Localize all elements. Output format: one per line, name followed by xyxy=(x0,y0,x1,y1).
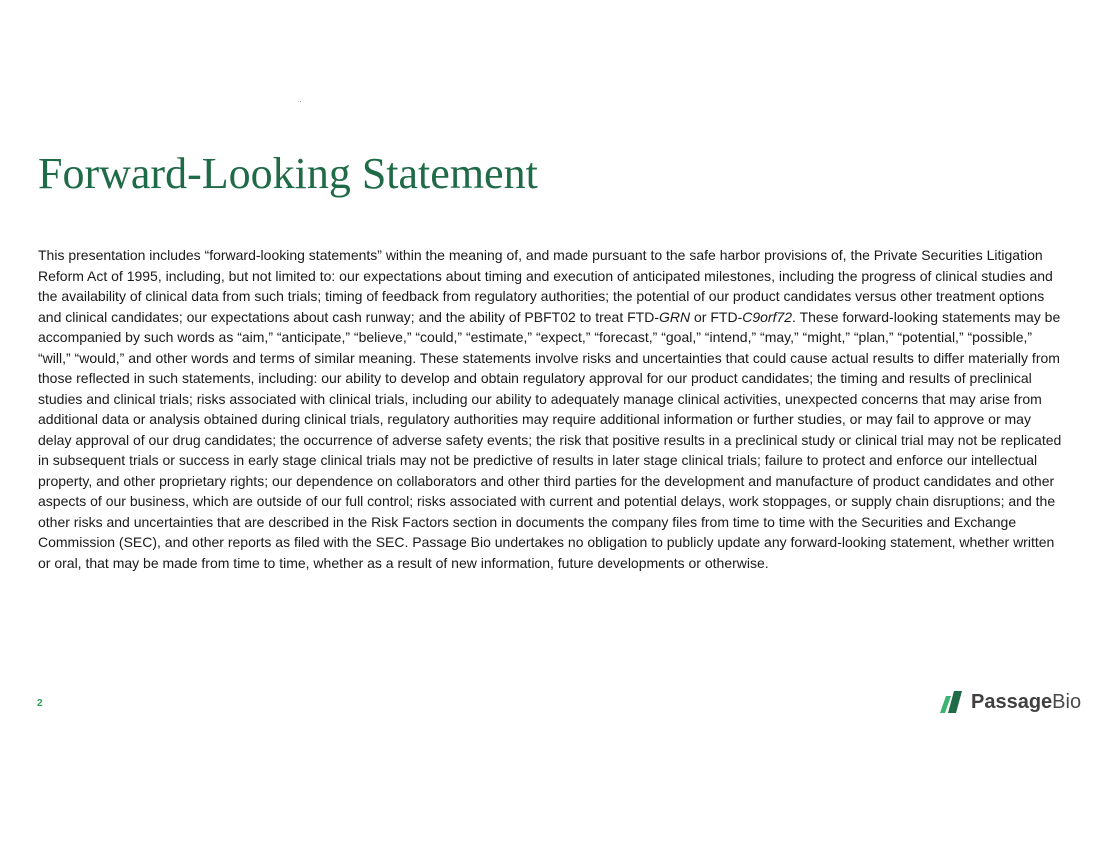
slide-title: Forward-Looking Statement xyxy=(38,149,538,198)
statement-text-part-2: or FTD- xyxy=(690,308,743,325)
passage-bio-logo-icon xyxy=(939,689,965,715)
page-number: 2 xyxy=(37,698,43,709)
statement-text-part-1: This presentation includes “forward-looking statements” within the meaning of, and made pursuant to the safe harbor provisions of, the Private Securities Litigation Reform Act of 1995, including, but not limited to: our expectations about timing and execution of anticipated milestones, including the progress of clinical studies and the availability of clinical data from such trials; timing of feedback from regulatory authorities; the potential of our product candidates versus other treatment options and clinical candidates; our expectations about cash runway; and the ability of PBFT02 to treat FTD- xyxy=(38,247,1053,325)
logo-word-passage: Passage xyxy=(971,691,1053,713)
logo-word-bio: Bio xyxy=(1052,691,1082,713)
statement-italic-gene-c9orf72: C9orf72 xyxy=(742,308,793,325)
passage-bio-logo xyxy=(939,689,1081,715)
statement-italic-gene-grn: GRN xyxy=(659,308,691,325)
logo-wordmark xyxy=(971,689,1081,715)
decorative-dot xyxy=(300,101,301,102)
statement-text-part-3: . These forward-looking statements may be accompanied by such words as “aim,” “anticipate,” “believe,” “could,” “estimate,” “expect,” “forecast,” “goal,” “intend,” “may,” “might,” “plan,” “potential,” “possible,” “will,” “would,” and other words and terms of similar meaning. These statements involve risks and uncertainties that could cause actual results to differ materially from those reflected in such statements, including: our ability to develop and obtain regulatory approval for our product candidates; the timing and results of preclinical studies and clinical trials; risks associated with clinical trials, including our ability to adequately manage clinical activities, unexpected concerns that may arise from additional data or analysis obtained during clinical trials, regulatory authorities may require additional information or further studies, or may fail to approve or may delay approval of our drug candidates; the occurrence of adverse safety events; the risk that positive results in a preclinical study or clinical trial may not be replicated in subsequent trials or success in early stage clinical trials may not be predictive of results in later stage clinical trials; failure to protect and enforce our intellectual property, and other proprietary rights; our dependence on collaborators and other third parties for the development and manufacture of product candidates and other aspects of our business, which are outside of our full control; risks associated with current and potential delays, work stoppages, or supply chain disruptions; and the other risks and uncertainties that are described in the Risk Factors section in documents the company files from time to time with the Securities and Exchange Commission (SEC), and other reports as filed with the SEC. Passage Bio undertakes no obligation to publicly update any forward-looking statement, whether written or oral, that may be made from time to time, whether as a result of new information, future developments or otherwise. xyxy=(38,308,1062,571)
forward-looking-statement-text xyxy=(38,245,1068,573)
